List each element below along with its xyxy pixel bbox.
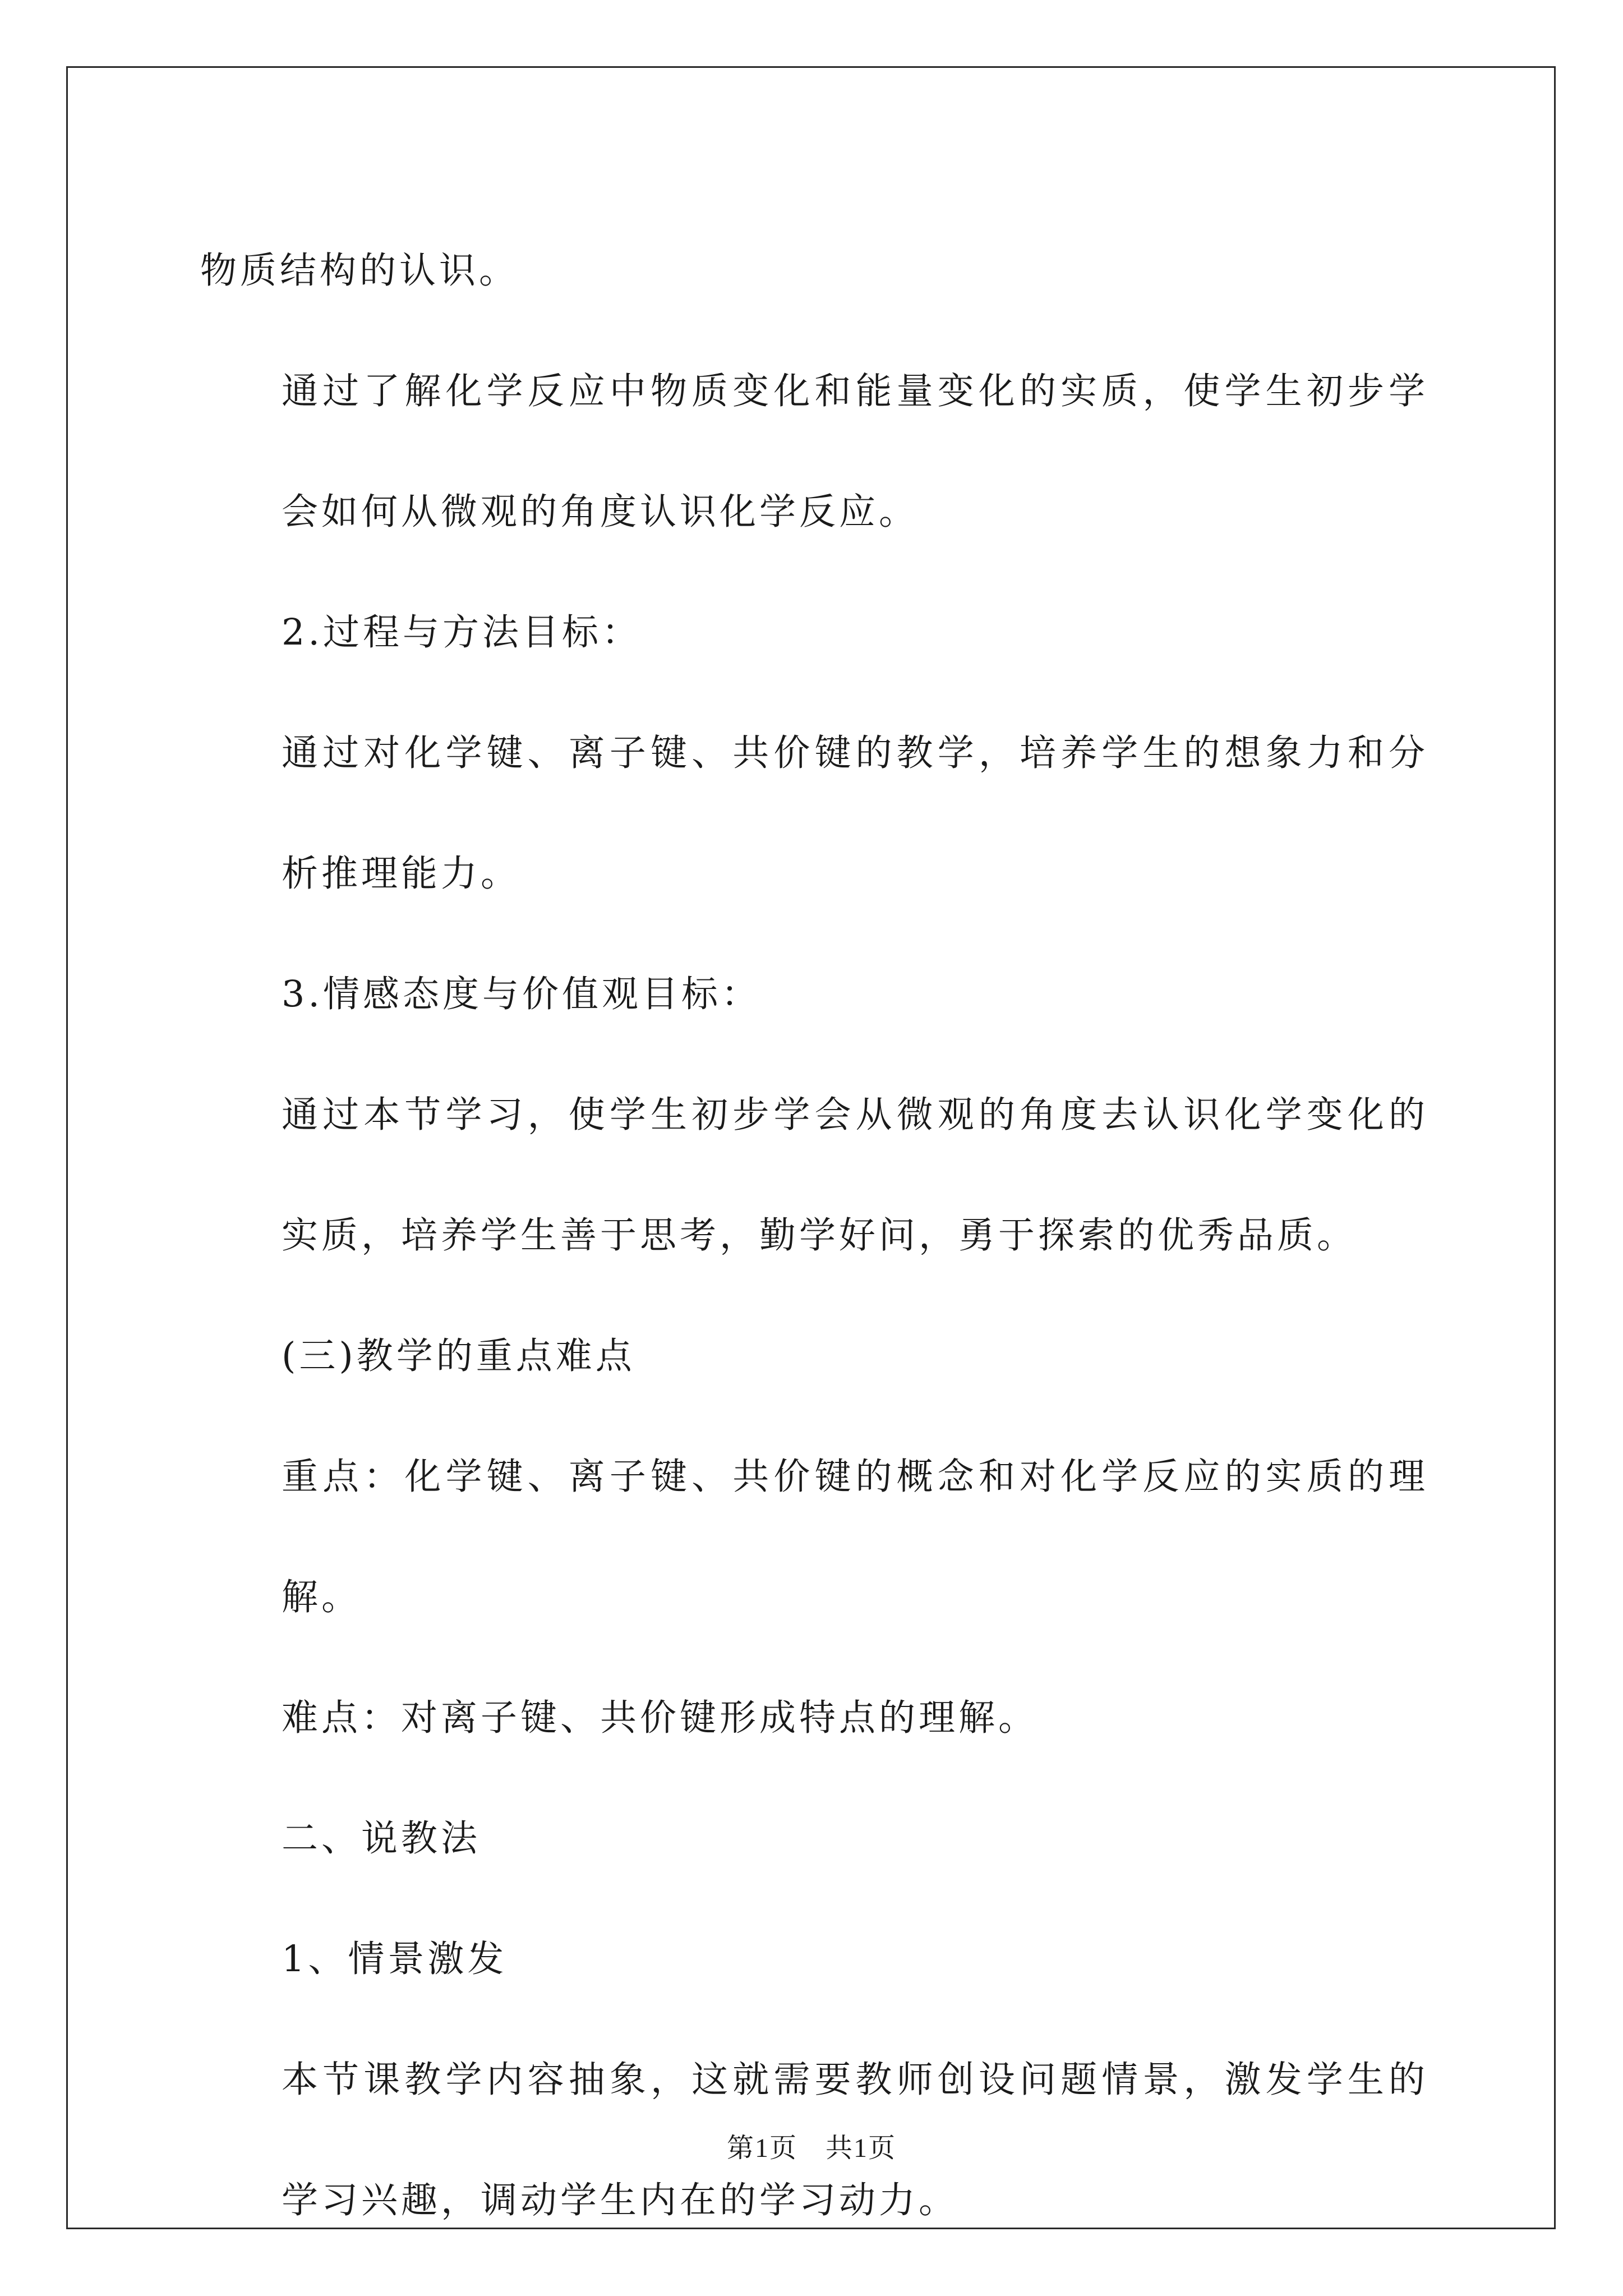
- heading-teaching-method: 二、说教法: [282, 1818, 481, 1860]
- page-footer: 第1页 共1页: [726, 2133, 896, 2163]
- heading-scenario-stimulation: 1、情景激发: [282, 1938, 508, 1980]
- paragraph-difficult-point: 难点：对离子键、共价键形成特点的理解。: [282, 1697, 1039, 1739]
- paragraph-scenario-description: 本节课教学内容抽象，这就需要教师创设问题情景，激发学生的学习兴趣，调动学生内在的学习动力。: [282, 2059, 1428, 2221]
- paragraph-reaction-essence: 通过了解化学反应中物质变化和能量变化的实质，使学生初步学会如何从微观的角度认识化学反应。: [282, 370, 1428, 533]
- paragraph-chemical-bond-teaching: 通过对化学键、离子键、共价键的教学，培养学生的想象力和分析推理能力。: [282, 732, 1428, 895]
- heading-process-method-goal: 2.过程与方法目标：: [282, 611, 642, 654]
- paragraph-learning-quality: 通过本节学习，使学生初步学会从微观的角度去认识化学变化的实质，培养学生善于思考，勤学好问，勇于探索的优秀品质。: [282, 1094, 1428, 1257]
- paragraph-continuation: 物质结构的认识。: [200, 250, 519, 292]
- paragraph-key-point: 重点：化学键、离子键、共价键的概念和对化学反应的实质的理解。: [282, 1456, 1428, 1618]
- heading-key-difficult-points: (三)教学的重点难点: [282, 1335, 635, 1377]
- document-body: [200, 210, 1428, 2261]
- heading-emotion-value-goal: 3.情感态度与价值观目标：: [282, 973, 762, 1015]
